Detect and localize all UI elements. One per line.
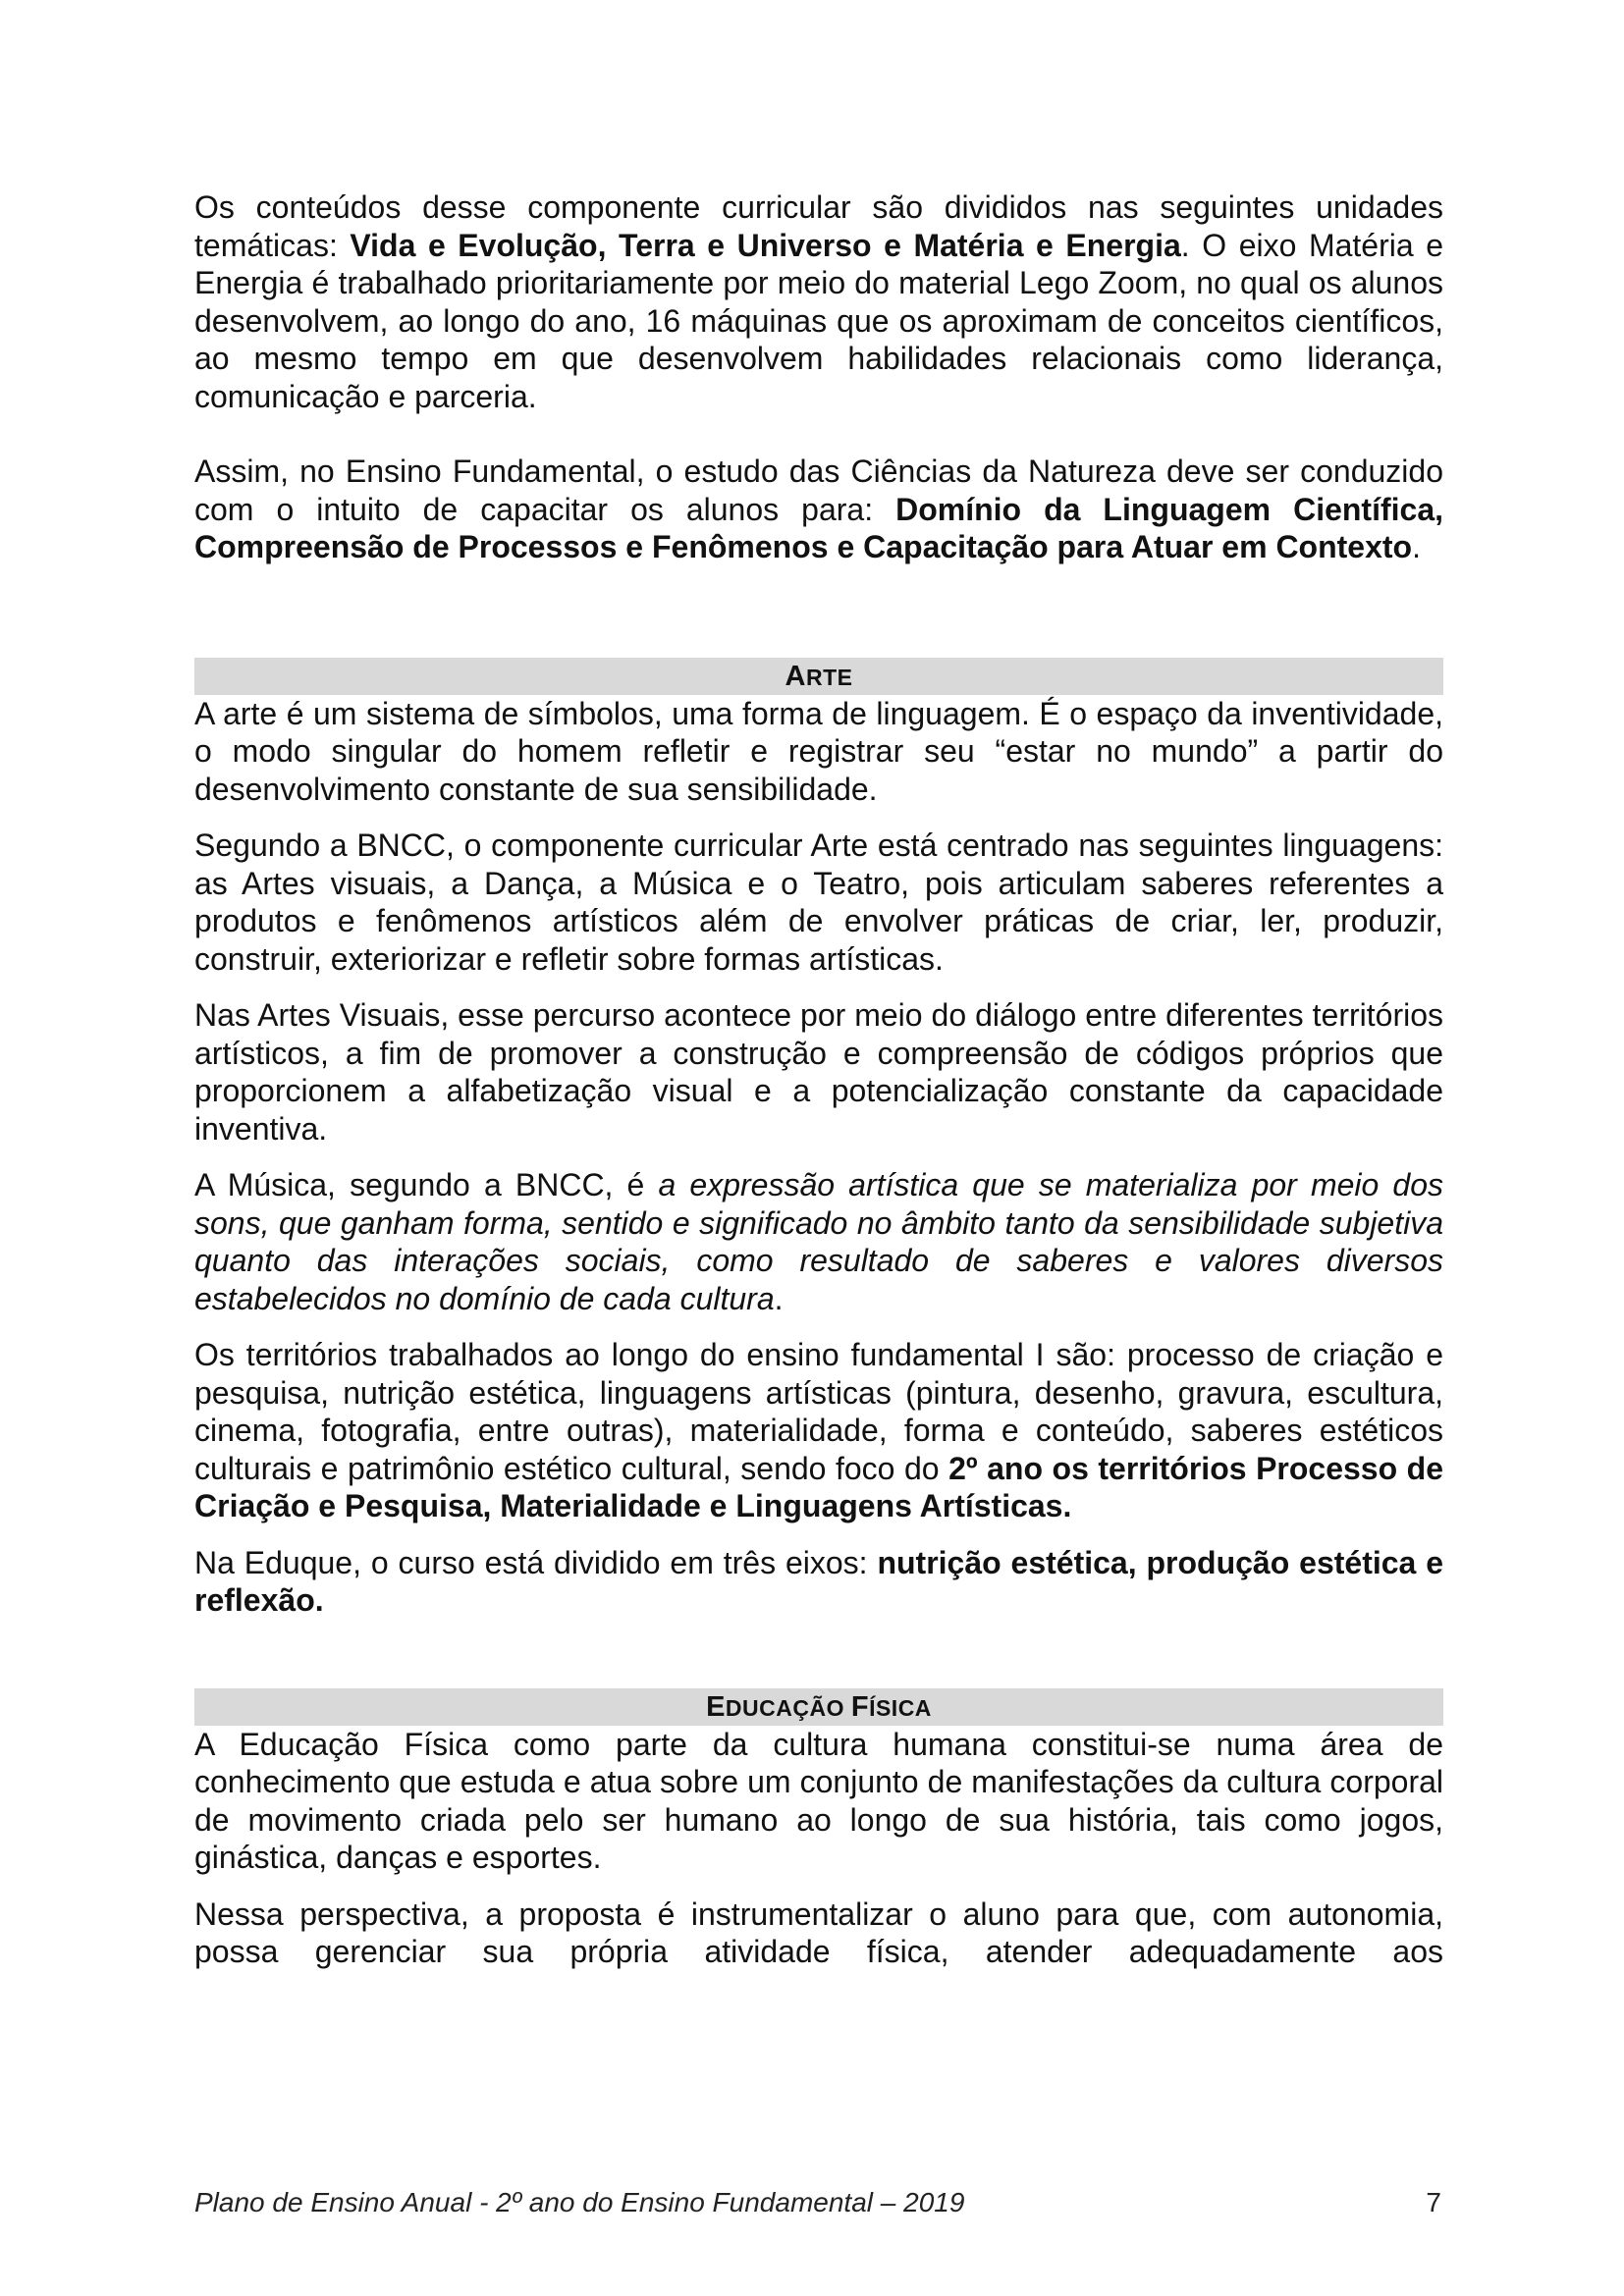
arte-paragraph-6 [194, 1544, 1443, 1620]
arte-paragraph-5 [194, 1336, 1443, 1525]
bold-run: nutrição estética, produção estética e reflexão. [194, 1544, 1444, 1618]
title-initial: E [706, 1690, 726, 1723]
educacao-fisica-paragraph-1: A Educação Física como parte da cultura humana constitui-se numa área de conhecimento que estuda e atua sobre um conjunto de manifestações da cultura corporal de movimento criada pelo ser humano ao longo de sua história, tais como jogos, ginástica, danças e esportes. [194, 1726, 1443, 1875]
title-rest: ÍSICA [869, 1694, 932, 1721]
title-rest: RTE [805, 664, 853, 690]
arte-paragraph-3: Nas Artes Visuais, esse percurso acontece por meio do diálogo entre diferentes territórios artísticos, a fim de promover a construção e compreensão de códigos próprios que proporcionem a alfabetização visual e a potencialização constante da capacidade inventiva. [194, 997, 1443, 1147]
text-run: . [1412, 529, 1421, 564]
arte-paragraph-4 [194, 1166, 1443, 1317]
page-number: 7 [1426, 2187, 1441, 2217]
text-run: . [774, 1280, 784, 1316]
bold-run: Domínio da Linguagem Científica, Compreensão de Processos e Fenômenos e Capacitação para Atuar em Contexto [194, 491, 1444, 564]
bold-run: Vida e Evolução, Terra e Universo e Matéria e Energia [350, 227, 1181, 263]
page-body [194, 188, 1443, 1971]
italic-run: a expressão artística que se materializa por meio dos sons, que ganham forma, sentido e significado no âmbito tanto da sensibilidade subjetiva quanto das interações sociais, como resultado de saberes e valores diversos estabelecidos no domínio de cada cultura [194, 1167, 1444, 1316]
intro-paragraph-2 [194, 453, 1443, 566]
text-run: Assim, no Ensino Fundamental, o estudo das Ciências da Natureza deve ser conduzido com o intuito de capacitar os alunos para: [194, 454, 1443, 527]
section-header-educacao-fisica [194, 1688, 1443, 1726]
arte-paragraph-2: Segundo a BNCC, o componente curricular Arte está centrado nas seguintes linguagens: as Artes visuais, a Dança, a Música e o Teatro, pois articulam saberes referentes a produtos e fenômenos artísticos além de envolver práticas de criar, ler, produzir, construir, exteriorizar e refletir sobre formas artísticas. [194, 828, 1443, 977]
title-initial: F [850, 1690, 870, 1723]
text-run: . O eixo Matéria e Energia é trabalhado prioritariamente por meio do material Lego Zoom, no qual os alunos desenvolvem, ao longo do ano, 16 máquinas que os aproximam de conceitos científicos, ao mesmo tempo em que desenvolvem habilidades relacionais como liderança, comunicação e parceria. [194, 227, 1444, 414]
footer-text: Plano de Ensino Anual - 2º ano do Ensino Fundamental – 2019 [194, 2187, 965, 2217]
text-run: Os territórios trabalhados ao longo do ensino fundamental I são: processo de criação e pesquisa, nutrição estética, linguagens artísticas (pintura, desenho, gravura, escultura, cinema, fotografia, entre outras), materialidade, forma e conteúdo, saberes estéticos culturais e patrimônio estético cultural, sendo foco do [194, 1337, 1443, 1486]
text-run: Os conteúdos desse componente curricular são divididos nas seguintes unidades temáticas: [194, 189, 1443, 263]
title-rest: DUCAÇÃO [725, 1694, 851, 1721]
educacao-fisica-paragraph-2: Nessa perspectiva, a proposta é instrumentalizar o aluno para que, com autonomia, possa gerenciar sua própria atividade física, atender adequadamente aos [194, 1896, 1443, 1969]
text-run: Na Eduque, o curso está dividido em três eixos: [194, 1544, 878, 1580]
bold-run: 2º ano os territórios Processo de Criação e Pesquisa, Materialidade e Linguagens Artísticas. [194, 1450, 1444, 1523]
text-run: A Música, segundo a BNCC, é [194, 1167, 659, 1202]
title-initial: A [785, 660, 806, 692]
intro-paragraph-1 [194, 188, 1443, 415]
arte-paragraph-1: A arte é um sistema de símbolos, uma forma de linguagem. É o espaço da inventividade, o modo singular do homem refletir e registrar seu “estar no mundo” a partir do desenvolvimento constante de sua sensibilidade. [194, 695, 1443, 807]
section-header-arte [194, 658, 1443, 695]
